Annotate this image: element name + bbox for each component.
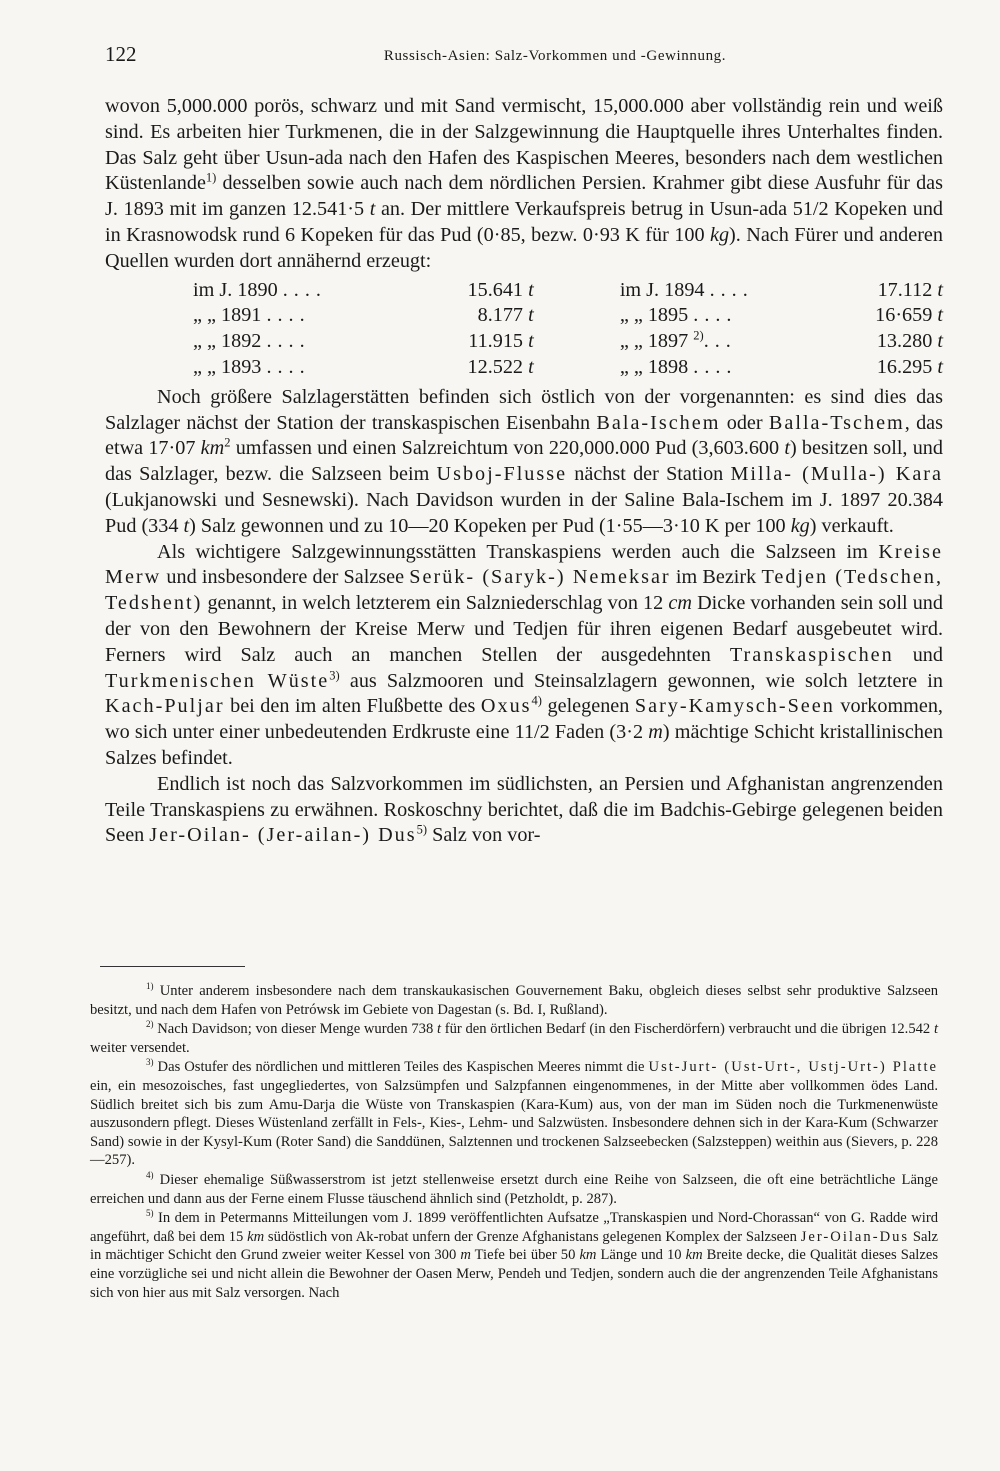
value-right: 16.295 t — [876, 355, 943, 378]
year-left: „ „ 1892 .... — [193, 330, 311, 353]
footnote-ref-3: 3) — [329, 667, 340, 682]
year-right: „ „ 1898 .... — [619, 355, 738, 378]
year-right: „ „ 1895 .... — [619, 304, 738, 327]
footnote-ref-5: 5) — [416, 822, 428, 837]
footnote-3: $^{3)}$ Das Ostufer des nördlichen und mittleren Teiles des Kaspischen Meeres nimmt die Ust-Jurt- (Ust-Urt-, Ustj-Urt-) Platte ein, ein mesozoisches, fast ungegliedertes, von Salzsümpfen und Salzpfannen eingenommenes, in der Mitte aber vollkommen ödes Land. Südlich breitet sich bis zum Amu-Darja die Wüste von Transkaspien (Kara-Kum) aus, von der man im Süden noch die Turkmenenwüste auszusondern pflegt. Dieses Wüstenland zerfällt in Fels-, Kies-, Lehm- und Salzwüsten. Insbesondere dehnen sich in der Kara-Kum (Schwarzer Sand) sowie in der Kysyl-Kum (Roter Sand) die Sanddünen, Salztennen und trockenen Salzseebecken (Salzsteppen) weithin aus (Sievers, p. 228—257). — [90, 1057, 938, 1169]
page-number: 122 — [105, 42, 137, 66]
fraction: 1/2 — [802, 198, 829, 221]
paragraph-4: Endlich ist noch das Salzvorkommen im südlichsten, an Persien und Afghanistan angrenzenden Teile Transkaspiens zu erwähnen. Roskoschny berichtet, daß die im Badchis-Gebirge gelegenen beiden Seen Jer-Oilan- (Jer-ailan-) Dus$^{5)}$ Salz von vor- — [105, 772, 943, 847]
footnote-divider — [100, 966, 245, 967]
value-left: 11.915 t — [468, 330, 534, 353]
production-row — [105, 355, 943, 381]
main-text — [105, 94, 943, 849]
value-left: 12.522 t — [467, 355, 534, 378]
production-table — [105, 278, 943, 381]
footnote-ref-1: 1) — [205, 170, 217, 185]
running-head: Russisch-Asien: Salz-Vorkommen und -Gewinnung. — [383, 48, 727, 64]
footnote-4: $^{4)}$ Dieser ehemalige Süßwasserstrom ist jetzt stellenweise ersetzt durch eine Reihe von Salzseen, die oft eine beträchtliche Länge erreichen und dann aus der Ferne einem Flusse täuschend ähnlich sind (Petzholdt, p. 287). — [90, 1170, 938, 1207]
footnotes — [90, 982, 938, 1303]
year-left: „ „ 1891 .... — [193, 304, 311, 327]
value-left: 15.641 t — [467, 278, 534, 301]
value-right: 16·659 t — [875, 304, 943, 327]
year-right: im J. 1894 .... — [619, 278, 754, 301]
page-header — [105, 42, 945, 72]
paragraph-2: Noch größere Salzlagerstätten befinden sich östlich von der vorgenannten: es sind dies das Salzlager nächst der Station der transkaspischen Eisenbahn Bala-Ischem oder Balla-Tschem, das etwa 17·07 $km^2$ umfassen und einen Salzreichtum von 220,000.000 Pud (3,603.600 t) besitzen soll, und das Salzlager, bezw. die Salzseen beim Usboj-Flusse nächst der Station Milla- (Mulla-) Kara (Lukjanowski und Sesnewski). Nach Davidson wurden in der Saline Bala-Ischem im J. 1897 20.384 Pud (334 t) Salz gewonnen und zu 10—20 Kopeken per Pud (1·55—3·10 K per 100 kg) verkauft. — [105, 385, 943, 537]
fraction: 1/2 — [523, 721, 550, 744]
footnote-ref-4: 4) — [531, 693, 542, 708]
value-left: 8.177 t — [477, 304, 534, 327]
production-row — [105, 278, 943, 304]
footnote-5: $^{5)}$ In dem in Petermanns Mitteilungen vom J. 1899 veröffentlichten Aufsatze „Transkaspien und Nord-Chorassan“ von G. Radde wird angeführt, daß bei dem 15 km südöstlich von Ak-robat unfern der Grenze Afghanistans gelegenen Komplex der Salzseen Jer-Oilan-Dus Salz in mächtiger Schicht den Grund zweier weiter Kessel von 300 m Tiefe bei über 50 km Länge und 10 km Breite decke, die Qualität dieses Salzes eine vorzügliche sei und nicht allein die Bewohner der Oasen Merw, Pendeh und Tedjen, sondern auch die der angrenzenden Teile Afghanistans sich von hier aus mit Salz versorgen. Nach — [90, 1208, 939, 1301]
year-right: „ „ 1897 $^{2)}$... — [619, 328, 737, 353]
year-left: im J. 1890 .... — [193, 278, 327, 301]
year-left: „ „ 1893 .... — [193, 355, 311, 378]
value-right: 13.280 t — [876, 330, 943, 353]
footnote-1: $^{1)}$ Unter anderem insbesondere nach dem transkaukasischen Gouvernement Baku, obgleich dieses selbst sehr produktive Salzseen besitzt, und nach dem Hafen von Petrówsk im Gebiete von Dagestan (s. Bd. I, Rußland). — [90, 981, 938, 1018]
paragraph-1: wovon 5,000.000 porös, schwarz und mit Sand vermischt, 15,000.000 aber vollständig rein und weiß sind. Es arbeiten hier Turkmenen, die in der Salzgewinnung die Hauptquelle ihres Unterhaltes finden. Das Salz geht über Usun-ada nach den Hafen des Kaspischen Meeres, besonders nach dem westlichen Küstenlande$^{1)}$ desselben sowie auch nach dem nördlichen Persien. Krahmer gibt diese Ausfuhr für das J. 1893 mit im ganzen 12.541·5 t an. Der mittlere Verkaufspreis betrug in Usun-ada 51/2 Kopeken und in Krasnowodsk rund 6 Kopeken für das Pud (0·85, bezw. 0·93 K für 100 kg). Nach Fürer und anderen Quellen wurden dort annähernd erzeugt: — [105, 95, 944, 272]
value-right: 17.112 t — [877, 278, 943, 301]
production-row — [105, 329, 943, 355]
paragraph-3: Als wichtigere Salzgewinnungsstätten Transkaspiens werden auch die Salzseen im Kreise Merw und insbesondere der Salzsee Serük- (Saryk-) Nemeksar im Bezirk Tedjen (Tedschen, Tedshent) genannt, in welch letzterem ein Salzniederschlag von 12 cm Dicke vorhanden sein soll und der von den Bewohnern der Kreise Merw und Tedjen für ihren eigenen Bedarf ausgebeutet wird. Ferners wird Salz auch an manchen Stellen der ausgedehnten Transkaspischen und Turkmenischen Wüste$^{3)}$ aus Salzmooren und Steinsalzlagern gewonnen, wie solch letztere in Kach-Puljar bei den im alten Flußbette des Oxus$^{4)}$ gelegenen Sary-Kamysch-Seen vorkommen, wo sich unter einer unbedeutenden Erdkruste eine 11/2 Faden (3·2 m) mächtige Schicht kristallinischen Salzes befindet. — [105, 540, 944, 769]
footnote-2: $^{2)}$ Nach Davidson; von dieser Menge wurden 738 t für den örtlichen Bedarf (in den Fischerdörfern) verbraucht und die übrigen 12.542 t weiter versendet. — [90, 1019, 938, 1056]
production-row — [105, 303, 943, 329]
